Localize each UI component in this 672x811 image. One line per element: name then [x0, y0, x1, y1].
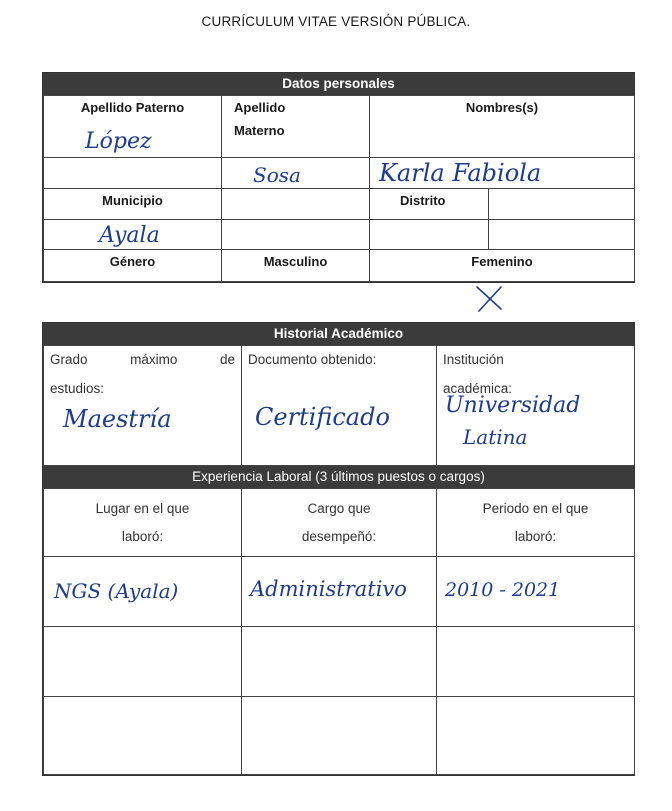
academic-section	[42, 322, 635, 776]
table-row	[44, 697, 635, 775]
femenino-option: Femenino	[370, 250, 635, 282]
nombres-value: Karla Fabiola	[379, 159, 542, 187]
masculino-option: Masculino	[222, 250, 370, 282]
apellido-paterno-value: López	[85, 129, 152, 154]
cargo-header: Cargo que desempeñó:	[242, 489, 437, 557]
lugar-cell: NGS (Ayala)	[44, 557, 242, 627]
grado-label-line2: estudios:	[50, 381, 105, 396]
lugar-cell	[44, 627, 242, 697]
lugar-header: Lugar en el que laboró:	[44, 489, 242, 557]
academic-header: Historial Académico	[43, 323, 634, 345]
municipio-value: Ayala	[99, 223, 160, 248]
cargo-cell: Administrativo	[242, 557, 437, 627]
apellido-materno-value: Sosa	[253, 163, 301, 187]
experience-header: Experiencia Laboral (3 últimos puestos o cargos)	[43, 466, 634, 488]
apellido-materno-label: Apellido Materno	[222, 96, 370, 158]
periodo-cell	[437, 697, 635, 775]
distrito-blank	[489, 189, 635, 220]
blank-cell	[489, 220, 635, 250]
apellido-paterno-label: Apellido Paterno	[44, 96, 222, 158]
institucion-value-line2: Latina	[463, 425, 528, 449]
institucion-label-line2: académica:	[443, 381, 513, 396]
grado-label-line1: Grado máximo de	[50, 352, 235, 367]
blank-cell	[370, 220, 489, 250]
cargo-cell	[242, 697, 437, 775]
documento-label: Documento obtenido:	[248, 352, 377, 367]
institucion-label-line1: Institución	[443, 352, 504, 367]
cargo-cell	[242, 627, 437, 697]
table-row	[44, 627, 635, 697]
documento-value: Certificado	[255, 403, 390, 431]
institucion-value-line1: Universidad	[445, 393, 581, 418]
lugar-cell	[44, 697, 242, 775]
personal-data-grid	[43, 95, 634, 282]
blank-cell	[222, 220, 370, 250]
academic-grid	[43, 345, 634, 466]
municipio-label: Municipio	[44, 189, 222, 220]
checkmark-x-icon	[473, 283, 505, 313]
experience-grid	[43, 488, 634, 775]
apellido-paterno-blank	[44, 158, 222, 189]
periodo-cell	[437, 627, 635, 697]
nombres-label: Nombres(s)	[370, 96, 635, 158]
page-title: CURRÍCULUM VITAE VERSIÓN PÚBLICA.	[201, 14, 471, 29]
personal-data-header: Datos personales	[43, 73, 634, 95]
distrito-label: Distrito	[370, 189, 489, 220]
municipio-blank	[222, 189, 370, 220]
grado-value: Maestría	[63, 405, 172, 433]
periodo-cell: 2010 - 2021	[437, 557, 635, 627]
personal-data-section	[42, 72, 635, 283]
genero-label: Género	[44, 250, 222, 282]
periodo-header: Periodo en el que laboró:	[437, 489, 635, 557]
table-row	[44, 557, 635, 627]
